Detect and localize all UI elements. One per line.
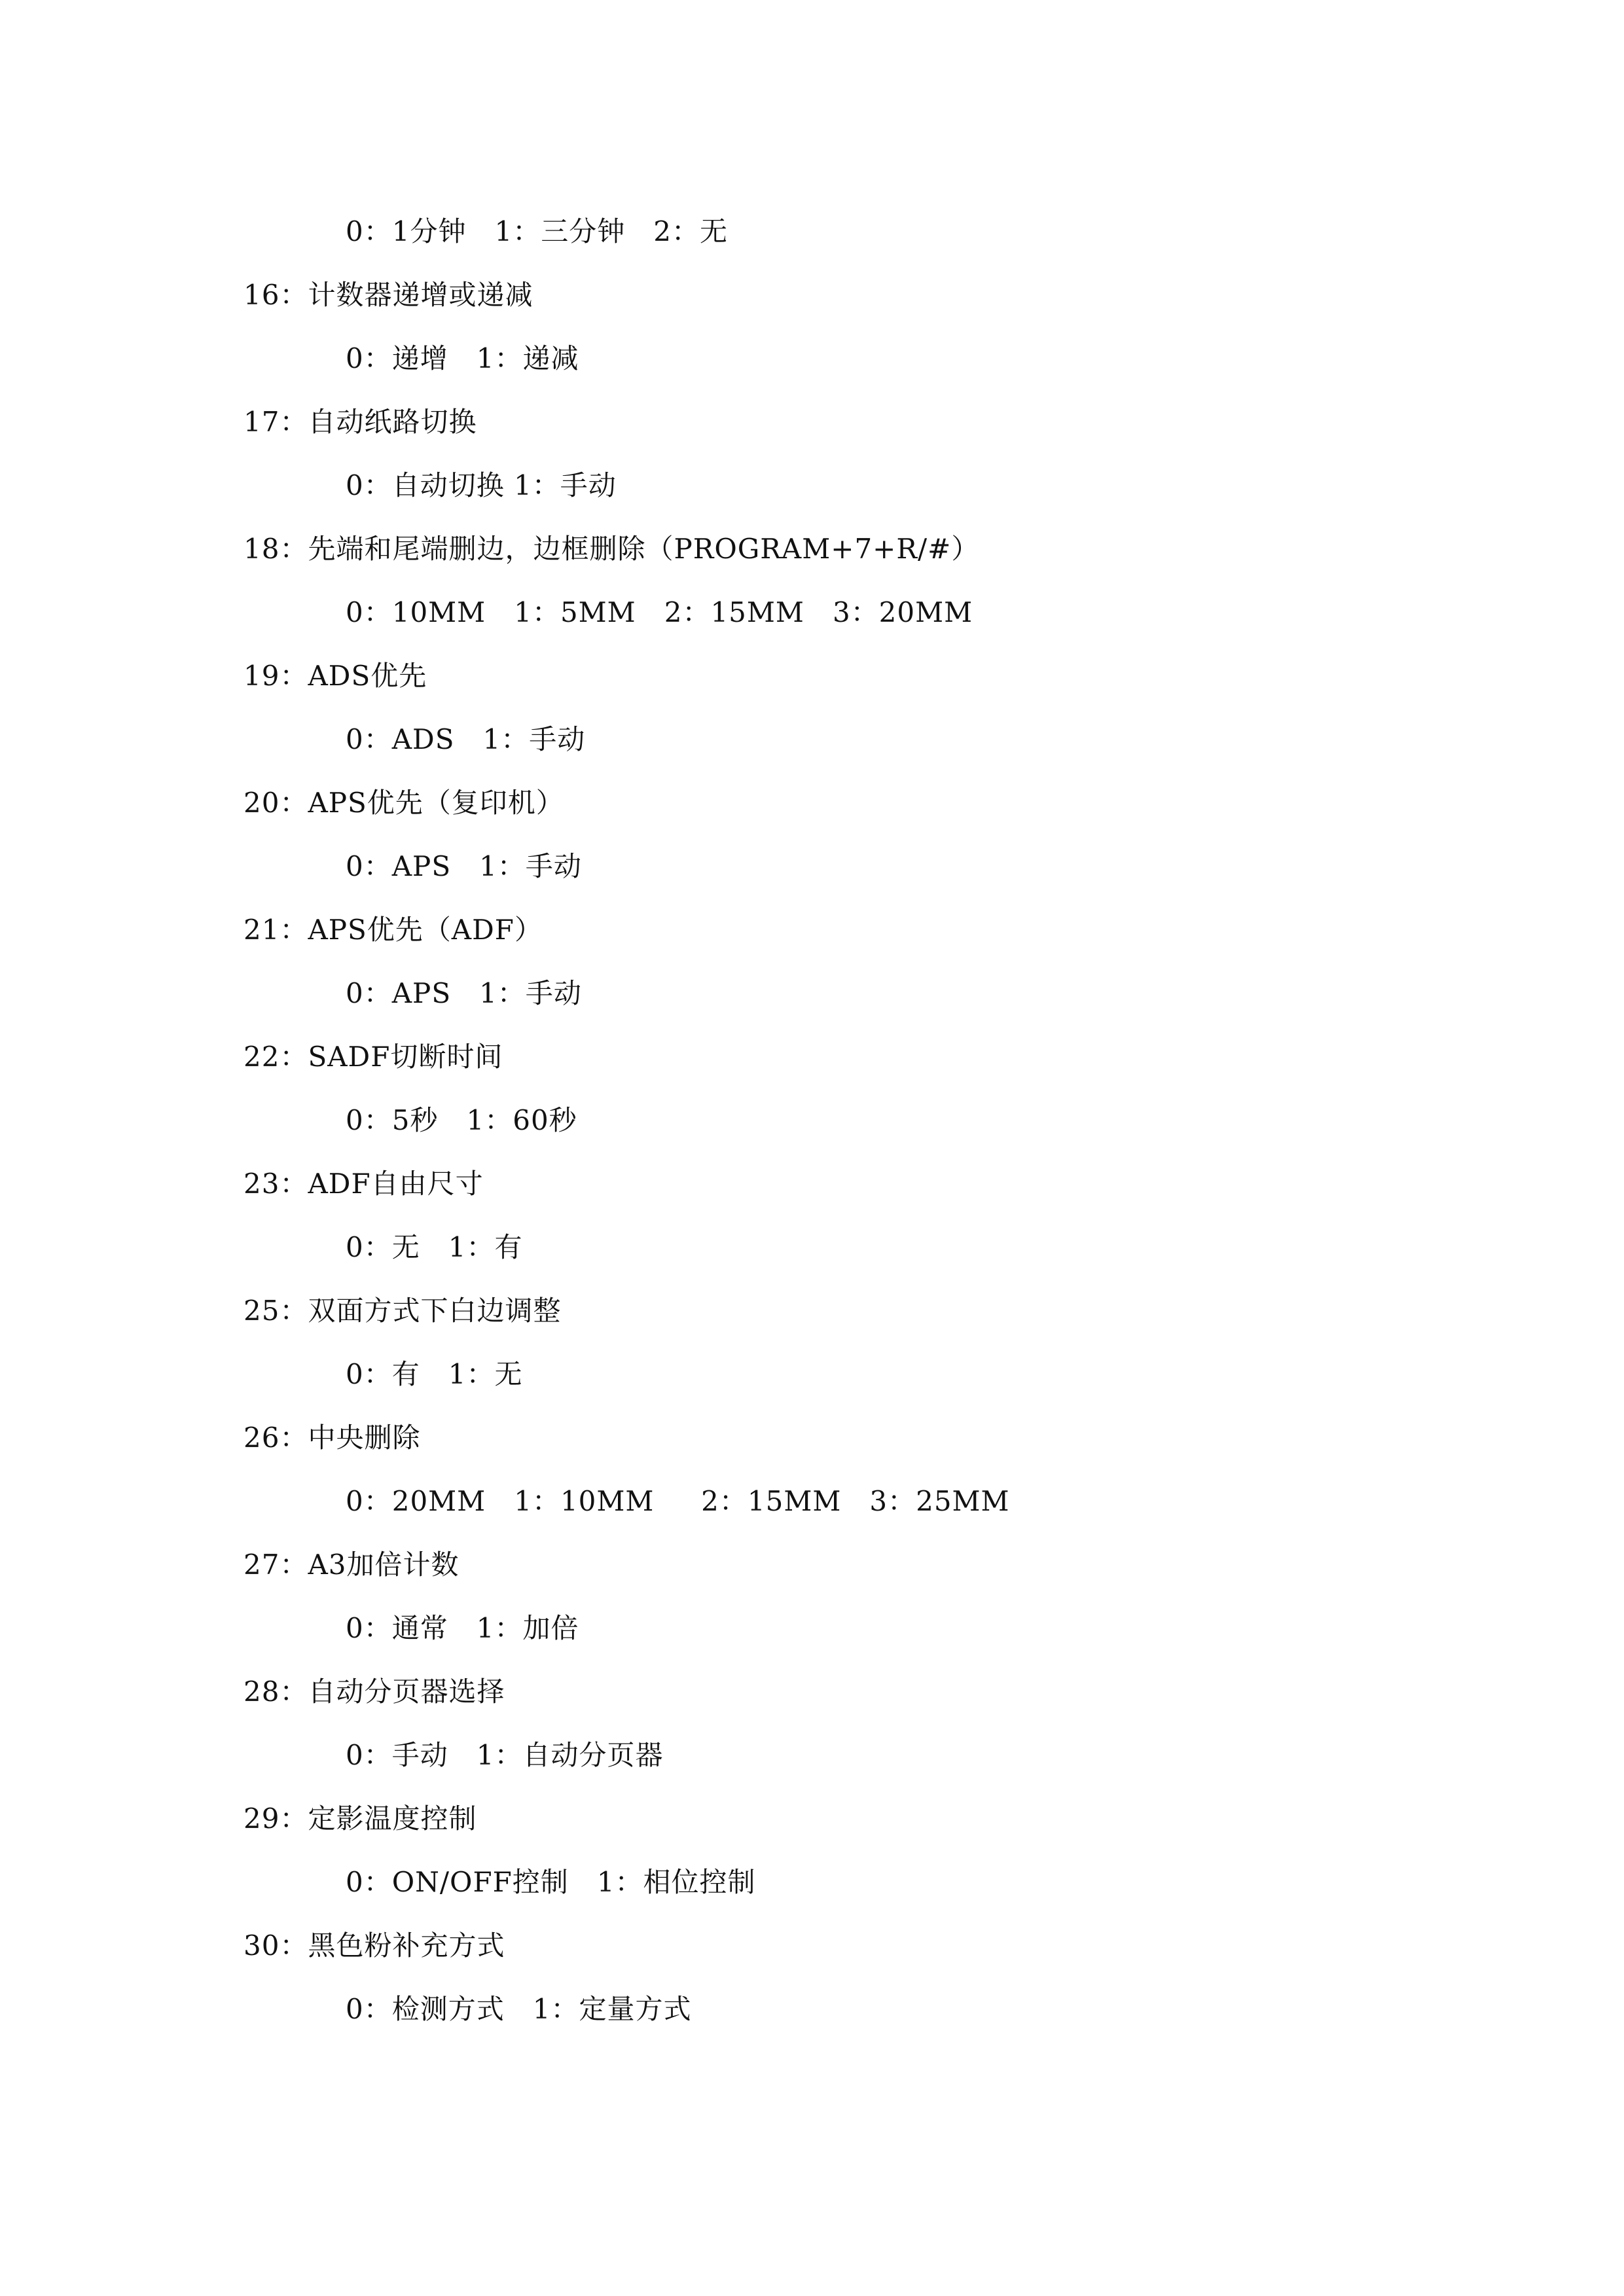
setting-heading-25: 25：双面方式下白边调整 [244,1295,562,1327]
setting-heading-22: 22：SADF切断时间 [244,1041,503,1073]
option-line-19: 0：ADS 1：手动 [346,723,586,755]
option-line-23: 0：无 1：有 [346,1231,523,1263]
setting-heading-27: 27：A3加倍计数 [244,1549,460,1581]
option-line-27: 0：通常 1：加倍 [346,1612,579,1644]
setting-heading-30: 30：黑色粉补充方式 [244,1929,505,1962]
option-line-22: 0：5秒 1：60秒 [346,1104,577,1136]
setting-heading-21: 21：APS优先（ADF） [244,914,543,946]
option-line-30: 0：检测方式 1：定量方式 [346,1993,692,2025]
setting-heading-20: 20：APS优先（复印机） [244,787,564,819]
setting-heading-18: 18：先端和尾端删边，边框删除（PROGRAM+7+R/#） [244,533,980,565]
setting-heading-23: 23：ADF自由尺寸 [244,1168,484,1200]
option-line-16: 0：递增 1：递减 [346,342,579,374]
option-line-29: 0：ON/OFF控制 1：相位控制 [346,1866,756,1898]
setting-heading-16: 16：计数器递增或递减 [244,279,533,311]
setting-heading-28: 28：自动分页器选择 [244,1676,505,1708]
setting-heading-17: 17：自动纸路切换 [244,406,477,438]
option-line-26: 0：20MM 1：10MM 2：15MM 3：25MM [346,1485,1010,1517]
option-line-25: 0：有 1：无 [346,1358,523,1390]
option-line-18: 0：10MM 1：5MM 2：15MM 3：20MM [346,596,973,628]
option-line-28: 0：手动 1：自动分页器 [346,1739,664,1771]
setting-heading-26: 26：中央删除 [244,1422,421,1454]
option-line-timer: 0：1分钟 1：三分钟 2：无 [346,215,728,247]
option-line-17: 0：自动切换 1：手动 [346,469,617,501]
option-line-20: 0：APS 1：手动 [346,850,582,882]
option-line-21: 0：APS 1：手动 [346,977,582,1009]
setting-heading-29: 29：定影温度控制 [244,1803,477,1835]
setting-heading-19: 19：ADS优先 [244,660,427,692]
